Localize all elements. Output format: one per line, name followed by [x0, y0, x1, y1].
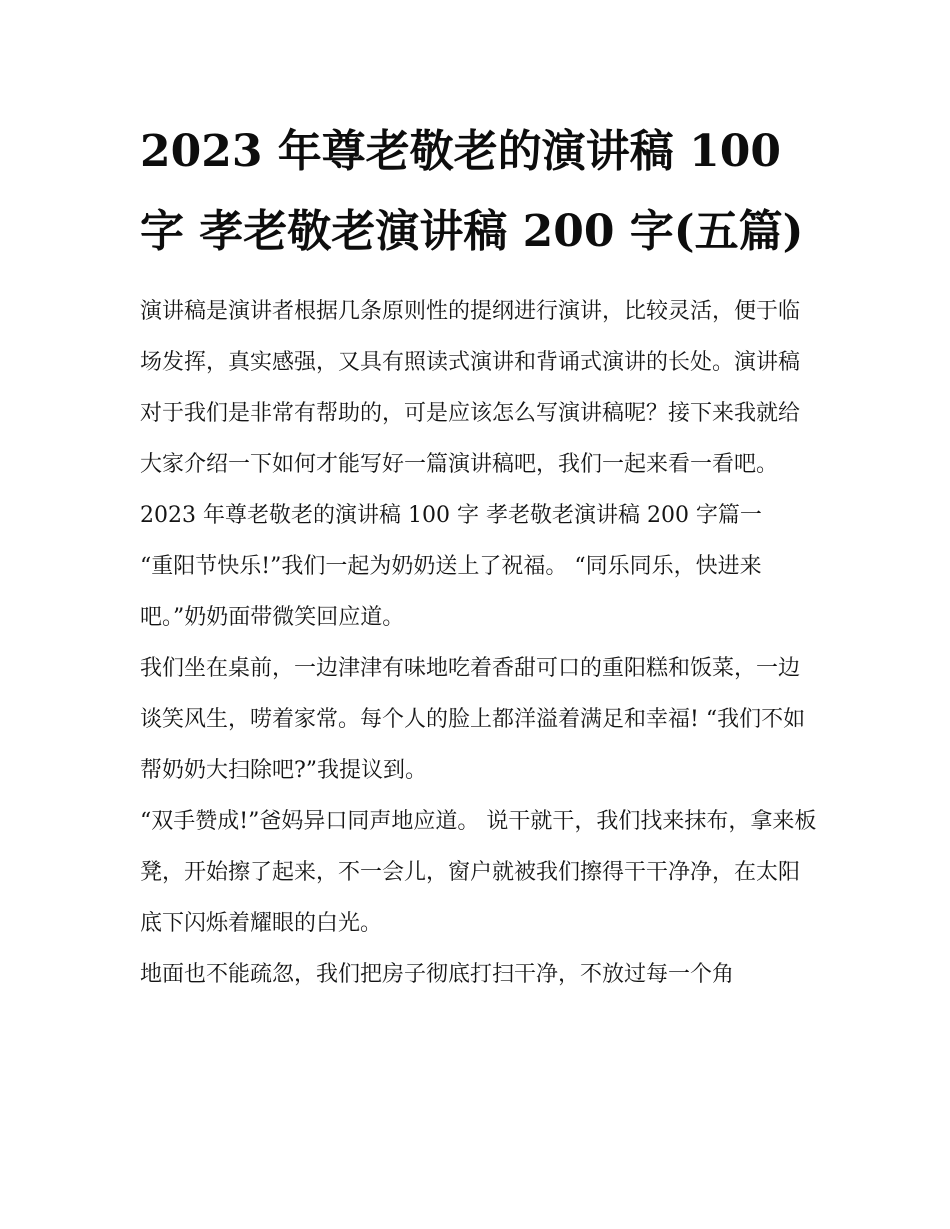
intro-paragraph: 演讲稿是演讲者根据几条原则性的提纲进行演讲，比较灵活，便于临场发挥，真实感强，又具有照读式演讲和背诵式演讲的长处。演讲稿对于我们是非常有帮助的，可是应该怎么写演讲稿呢？接下来我就给大家介绍一下如何才能写好一篇演讲稿吧，我们一起来看一看吧。: [140, 299, 801, 477]
document-title: [140, 112, 820, 272]
body-paragraph: “双手赞成!”爸妈异口同声地应道。 说干就干，我们找来抹布，拿来板凳，开始擦了起来，不一会儿，窗户就被我们擦得干干净净，在太阳底下闪烁着耀眼的白光。: [140, 809, 817, 936]
body-paragraph: 我们坐在桌前，一边津津有味地吃着香甜可口的重阳糕和饭菜，一边谈笑风生，唠着家常。每个人的脸上都洋溢着满足和幸福! “我们不如帮奶奶大扫除吧?”我提议到。: [140, 656, 806, 783]
document-page: [140, 112, 820, 1000]
body-paragraph: “重阳节快乐!”我们一起为奶奶送上了祝福。 “同乐同乐，快进来吧。”奶奶面带微笑回应道。: [140, 554, 762, 630]
document-body: [140, 286, 820, 1000]
body-paragraph: 地面也不能疏忽，我们把房子彻底打扫干净，不放过每一个角: [140, 962, 735, 987]
section-heading-paragraph: 2023 年尊老敬老的演讲稿 100 字 孝老敬老演讲稿 200 字篇一: [140, 503, 762, 528]
document-title-text: 2023 年尊老敬老的演讲稿 100 字 孝老敬老演讲稿 200 字(五篇): [140, 126, 804, 257]
